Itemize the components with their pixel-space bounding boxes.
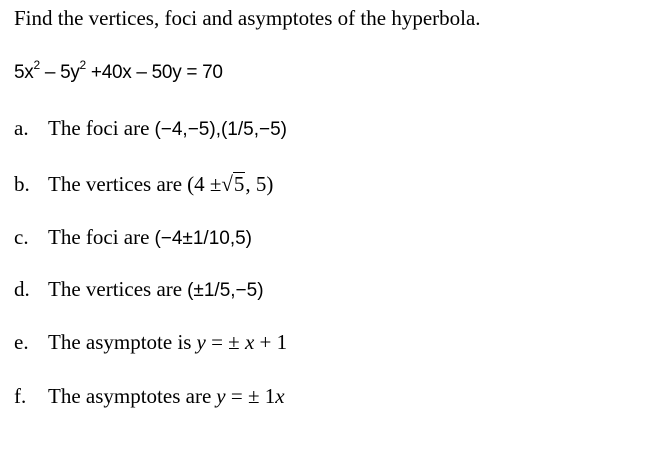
equation-exponent-2: 2 [79, 57, 86, 72]
radicand: 5 [233, 172, 245, 196]
option-letter: d. [14, 277, 30, 301]
option-letter: a. [14, 116, 29, 140]
option-letter: b. [14, 172, 30, 196]
option-label: The vertices are [48, 172, 183, 196]
option-label: The foci are [48, 225, 150, 249]
option-math: (−4±1/10,5) [154, 228, 253, 249]
sqrt-symbol-icon: √ [221, 172, 233, 196]
square-root [221, 170, 245, 198]
option-b[interactable] [14, 170, 273, 198]
option-e[interactable] [14, 328, 287, 356]
option-label: The asymptotes are [48, 384, 212, 408]
math-operator: = ± [205, 330, 245, 354]
equation-exponent-1: 2 [33, 57, 40, 72]
equation-term-3: +40x – 50y = 70 [85, 62, 223, 83]
option-math [216, 384, 284, 408]
option-d[interactable] [14, 275, 264, 303]
option-f[interactable] [14, 382, 285, 410]
question-text: Find the vertices, foci and asymptotes of the hyperbola. [14, 6, 481, 30]
hyperbola-equation [14, 57, 223, 86]
math-prefix: (4 ± [187, 172, 222, 196]
math-variable-y: y [196, 330, 206, 354]
option-math [187, 172, 273, 196]
option-math: (±1/5,−5) [187, 280, 264, 301]
option-math: (−4,−5),(1/5,−5) [154, 119, 287, 140]
option-label: The foci are [48, 116, 150, 140]
math-constant: + 1 [254, 330, 288, 354]
math-variable-x: x [244, 330, 255, 354]
option-math [196, 330, 287, 354]
math-suffix: , 5) [245, 172, 274, 196]
option-label: The vertices are [48, 277, 183, 301]
math-variable-y: y [216, 384, 226, 408]
option-c[interactable] [14, 223, 252, 251]
equation-term-1: 5x [14, 62, 34, 83]
option-a[interactable] [14, 114, 287, 142]
equation-term-2: – 5y [39, 62, 80, 83]
option-letter: e. [14, 330, 29, 354]
math-operator: = ± 1 [225, 384, 276, 408]
math-variable-x: x [275, 384, 285, 408]
option-letter: c. [14, 225, 29, 249]
option-letter: f. [14, 384, 27, 408]
option-label: The asymptote is [48, 330, 192, 354]
